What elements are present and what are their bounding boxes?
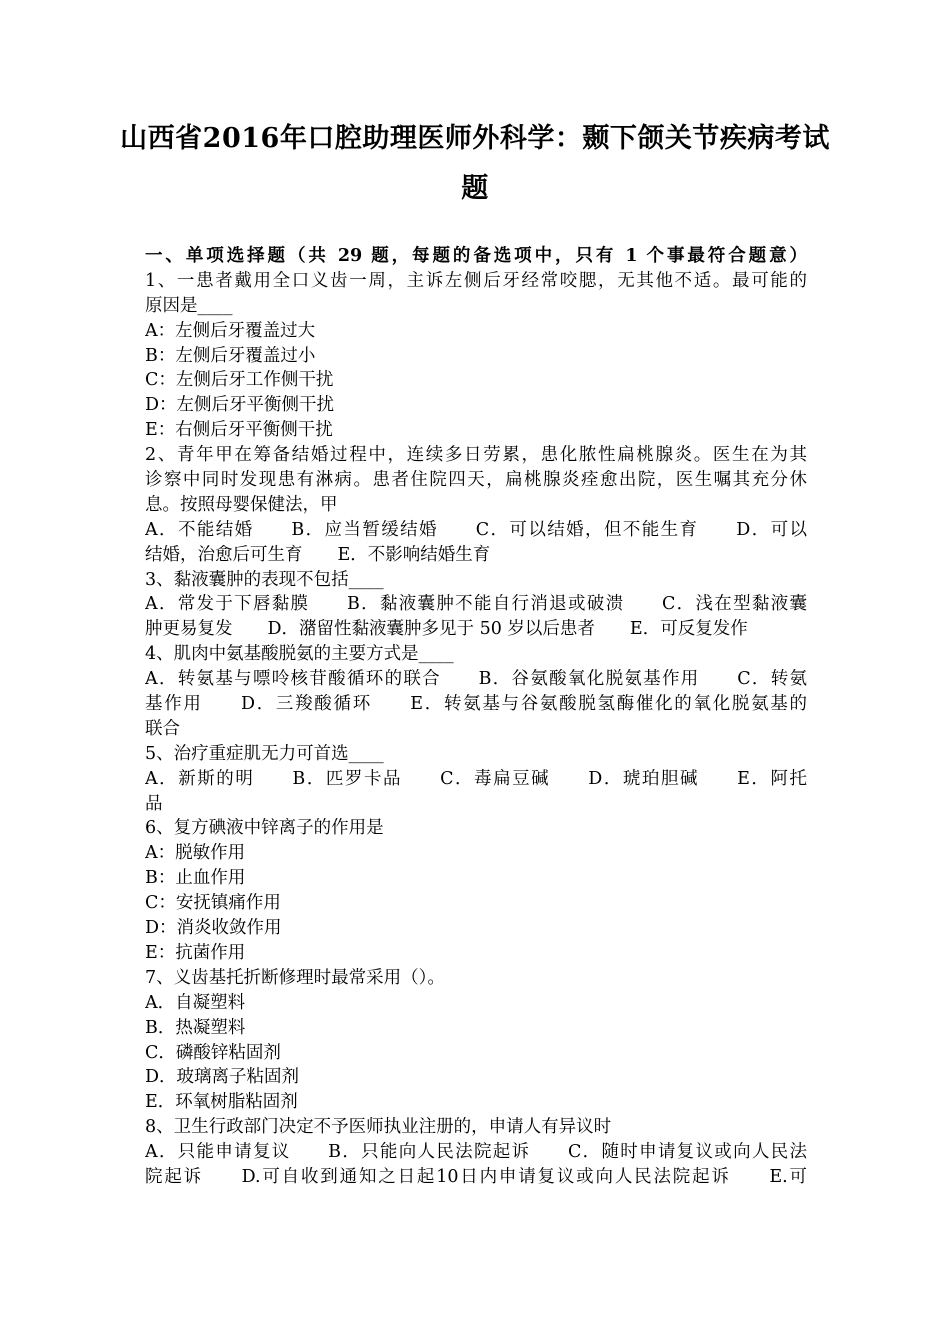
section-header: 一、单项选择题（共 29 题，每题的备选项中，只有 1 个事最符合题意） [145,246,807,266]
text-line: D：左侧后牙平衡侧干扰 [145,395,335,416]
text-line: A．常发于下唇黏膜 B．黏液囊肿不能自行消退或破溃 C．浅在型黏液囊 [145,594,807,615]
text-line: B：左侧后牙覆盖过小 [145,345,316,366]
text-line: B：止血作用 [145,868,246,889]
text-line: 结婚，治愈后可生育 E．不影响结婚生育 [145,544,491,565]
text-line: 品 [145,793,163,814]
text-line: 肿更易复发 D．潴留性黏液囊肿多见于 50 岁以后患者 E．可反复发作 [145,619,748,640]
title-line-2: 题 [461,173,489,204]
text-line: A．不能结婚 B．应当暂缓结婚 C．可以结婚，但不能生育 D．可以 [145,519,807,540]
text-line: B．热凝塑料 [145,1017,246,1038]
text-line: A：左侧后牙覆盖过大 [145,320,316,341]
text-line: 5、治疗重症肌无力可首选____ [145,743,384,764]
text-line: A：脱敏作用 [145,843,246,864]
text-line: A．新斯的明 B．匹罗卡品 C．毒扁豆碱 D．琥珀胆碱 E．阿托 [145,768,807,789]
text-line: D：消炎收敛作用 [145,918,282,939]
text-line: 6、复方碘液中锌离子的作用是 [145,818,384,839]
document-body [145,244,807,1190]
text-line: A．自凝塑料 [145,992,246,1013]
text-line: A．转氨基与嘌呤核苷酸循环的联合 B．谷氨酸氧化脱氨基作用 C．转氨 [145,669,807,690]
text-line: 联合 [145,718,180,739]
text-line: C：安抚镇痛作用 [145,893,281,914]
text-line: 基作用 D．三羧酸循环 E．转氨基与谷氨酸脱氢酶催化的氧化脱氨基的 [145,694,807,715]
text-line: 1、一患者戴用全口义齿一周，主诉左侧后牙经常咬腮，无其他不适。最可能的 [145,270,807,291]
text-line: E．环氧树脂粘固剂 [145,1092,298,1113]
text-line: E：右侧后牙平衡侧干扰 [145,420,333,441]
document-title [120,114,830,214]
text-line: C：左侧后牙工作侧干扰 [145,370,334,391]
title-line-1: 山西省2016年口腔助理医师外科学：颞下颌关节疾病考试 [120,123,830,154]
text-line: 诊察中同时发现患有淋病。患者住院四天，扁桃腺炎痊愈出院，医生嘱其充分休 [145,470,807,491]
text-line: A．只能申请复议 B．只能向人民法院起诉 C．随时申请复议或向人民法 [145,1142,807,1163]
text-line: 4、肌肉中氨基酸脱氨的主要方式是____ [145,644,454,665]
text-line: E：抗菌作用 [145,942,246,963]
text-line: 息。按照母婴保健法，甲 [145,494,338,515]
text-line: 原因是____ [145,295,233,316]
text-line: D．玻璃离子粘固剂 [145,1067,300,1088]
text-line: 7、义齿基托折断修理时最常采用（）。 [145,967,445,988]
text-line: 8、卫生行政部门决定不予医师执业注册的，申请人有异议时 [145,1117,612,1138]
text-line: 院起诉 D.可自收到通知之日起10日内申请复议或向人民法院起诉 E.可 [145,1166,807,1187]
text-line: C．磷酸锌粘固剂 [145,1042,281,1063]
text-line: 3、黏液囊肿的表现不包括____ [145,569,384,590]
text-line: 2、青年甲在筹备结婚过程中，连续多日劳累，患化脓性扁桃腺炎。医生在为其 [145,445,807,466]
